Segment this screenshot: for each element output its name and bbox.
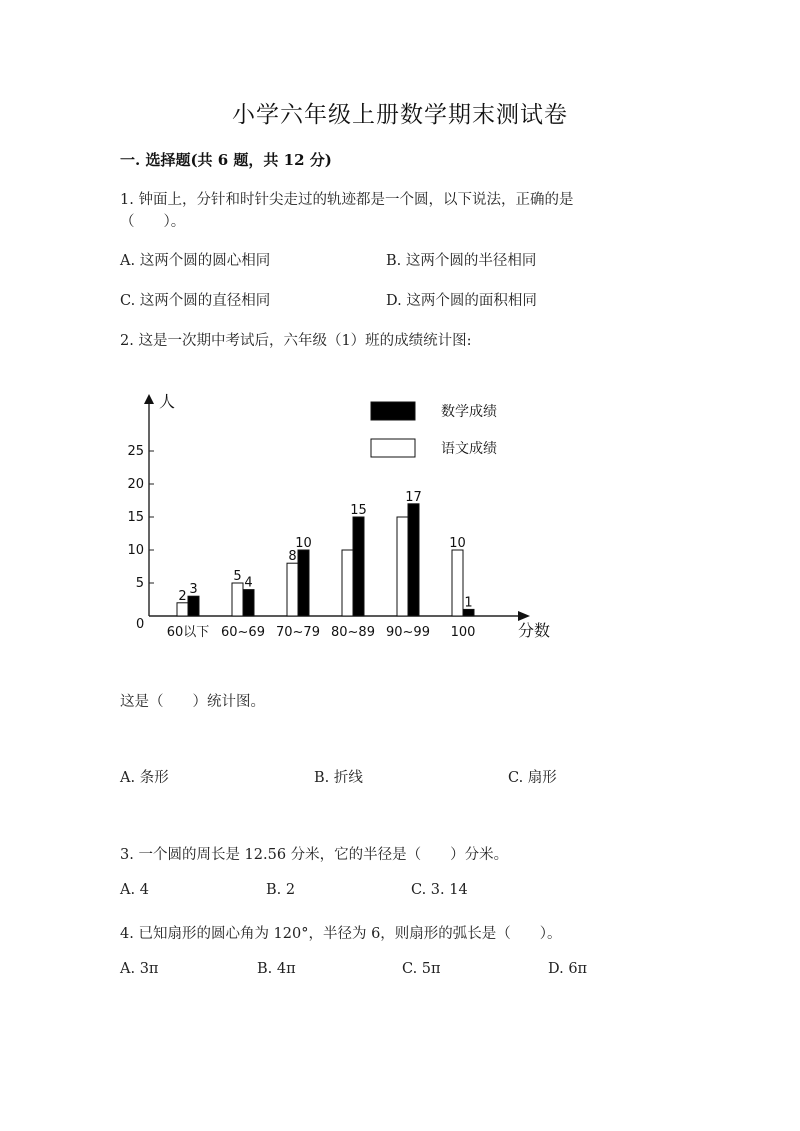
question-2-option-a: A. 条形 bbox=[120, 770, 169, 786]
data-label-math: 1 bbox=[464, 595, 473, 611]
question-4-text: 4. 已知扇形的圆心角为 120°，半径为 6，则扇形的弧长是（ ）。 bbox=[120, 926, 562, 942]
bar-chinese bbox=[287, 563, 298, 616]
y-tick-label: 20 bbox=[127, 477, 144, 492]
y-tick-label: 5 bbox=[135, 576, 144, 591]
chart-bars bbox=[167, 490, 476, 640]
question-2-follow: 这是（ ）统计图。 bbox=[120, 694, 265, 710]
data-label-math: 17 bbox=[405, 489, 422, 505]
bar-math bbox=[353, 517, 364, 616]
bar-chinese bbox=[177, 603, 188, 616]
question-2-option-b: B. 折线 bbox=[314, 770, 363, 786]
y-tick-label: 25 bbox=[127, 444, 144, 459]
question-3-text: 3. 一个圆的周长是 12.56 分米，它的半径是（ ）分米。 bbox=[120, 847, 509, 863]
question-1-option-d: D. 这两个圆的面积相同 bbox=[386, 293, 537, 309]
data-label-chinese: 10 bbox=[449, 536, 466, 551]
question-2-text: 2. 这是一次期中考试后，六年级（1）班的成绩统计图: bbox=[120, 333, 472, 349]
x-tick-label: 100 bbox=[450, 625, 476, 640]
legend-swatch-math bbox=[371, 402, 415, 420]
data-label-math: 10 bbox=[295, 536, 312, 551]
data-label-chinese: 8 bbox=[288, 549, 297, 565]
bar-chinese bbox=[452, 550, 463, 616]
bar-chinese bbox=[232, 583, 243, 616]
x-axis-arrow bbox=[518, 611, 530, 621]
y-axis-arrow bbox=[144, 394, 154, 404]
y-tick-label: 10 bbox=[127, 543, 144, 558]
question-3-option-a: A. 4 bbox=[120, 882, 149, 898]
x-axis-label: 分数 bbox=[518, 621, 551, 640]
question-4-option-a: A. 3π bbox=[120, 961, 159, 977]
data-label-math: 3 bbox=[189, 582, 198, 598]
question-1-option-a: A. 这两个圆的圆心相同 bbox=[120, 253, 271, 269]
x-tick-label: 60~69 bbox=[221, 625, 265, 640]
question-1-blank: （ ）。 bbox=[120, 214, 186, 230]
question-2-option-c: C. 扇形 bbox=[508, 770, 557, 786]
chart-legend bbox=[371, 402, 497, 457]
question-4-option-d: D. 6π bbox=[548, 961, 588, 977]
origin-label: 0 bbox=[136, 617, 145, 632]
legend-label-math: 数学成绩 bbox=[441, 404, 497, 420]
bar-math bbox=[188, 596, 199, 616]
score-bar-chart bbox=[120, 384, 560, 646]
x-tick-label: 60以下 bbox=[166, 625, 210, 640]
legend-swatch-chinese bbox=[371, 439, 415, 457]
y-tick-label: 15 bbox=[127, 510, 144, 525]
question-3-option-b: B. 2 bbox=[266, 882, 296, 898]
data-label-math: 4 bbox=[244, 575, 253, 591]
x-tick-label: 70~79 bbox=[276, 625, 320, 640]
question-3-option-c: C. 3. 14 bbox=[411, 882, 468, 898]
question-1-option-b: B. 这两个圆的半径相同 bbox=[386, 253, 537, 269]
bar-chinese bbox=[342, 550, 353, 616]
question-1-text: 1. 钟面上，分针和时针尖走过的轨迹都是一个圆，以下说法，正确的是 bbox=[120, 192, 574, 208]
bar-math bbox=[298, 550, 309, 616]
bar-chinese bbox=[397, 517, 408, 616]
x-tick-label: 90~99 bbox=[386, 625, 430, 640]
section-heading: 一. 选择题(共 6 题，共 12 分) bbox=[120, 151, 332, 169]
page-title: 小学六年级上册数学期末测试卷 bbox=[232, 102, 568, 128]
question-1-option-c: C. 这两个圆的直径相同 bbox=[120, 293, 271, 309]
question-4-option-b: B. 4π bbox=[257, 961, 296, 977]
legend-label-chinese: 语文成绩 bbox=[441, 441, 497, 457]
bar-math bbox=[408, 504, 419, 616]
data-label-chinese: 5 bbox=[233, 569, 242, 584]
bar-math bbox=[243, 590, 254, 616]
question-4-option-c: C. 5π bbox=[402, 961, 441, 977]
x-tick-label: 80~89 bbox=[331, 625, 375, 640]
data-label-chinese: 2 bbox=[178, 588, 187, 604]
y-axis-label: 人 bbox=[159, 392, 176, 411]
data-label-math: 15 bbox=[350, 503, 367, 518]
